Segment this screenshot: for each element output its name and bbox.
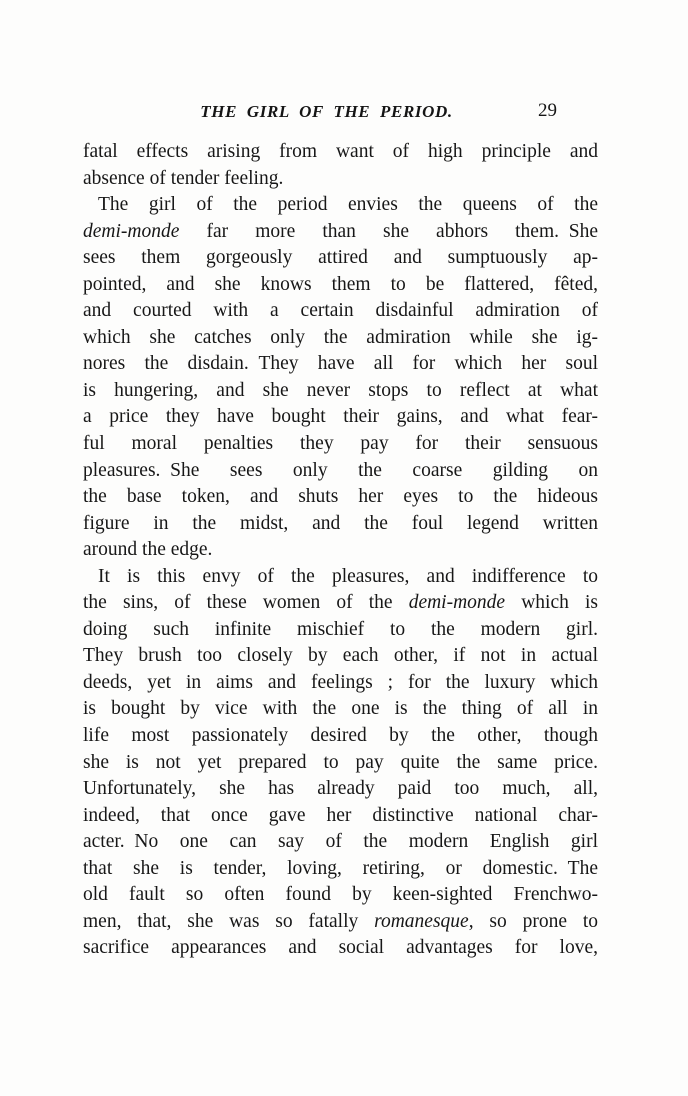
text-line <box>83 166 598 193</box>
text-segment: It is this envy of the pleasures, and indifference to <box>98 565 598 587</box>
text-segment: pleasures. She sees only the coarse gilding on <box>83 459 598 481</box>
text-line <box>83 458 598 485</box>
page-number: 29 <box>538 100 557 121</box>
text-line <box>83 537 598 564</box>
text-segment: They brush too closely by each other, if not in actual <box>83 645 598 667</box>
italic-text-segment: romanesque <box>374 910 469 932</box>
page-body <box>83 139 598 962</box>
text-line <box>83 351 598 378</box>
text-segment: is hungering, and she never stops to reflect at what <box>83 379 598 401</box>
text-segment: life most passionately desired by the other, though <box>83 725 598 747</box>
italic-text-segment: demi-monde <box>408 592 506 614</box>
text-line <box>83 272 598 299</box>
text-segment: sacrifice appearances and social advantages for love, <box>83 937 598 959</box>
text-segment: indeed, that once gave her distinctive national char- <box>83 804 598 826</box>
text-segment: far more than she abhors them. She <box>179 220 598 242</box>
text-segment: doing such infinite mischief to the modern girl. <box>83 618 598 640</box>
text-segment: pointed, and she knows them to be flattered, fêted, <box>83 273 598 295</box>
text-line <box>83 750 598 777</box>
text-line <box>83 590 598 617</box>
text-segment: absence of tender feeling. <box>83 167 284 189</box>
text-segment: around the edge. <box>83 539 213 561</box>
text-segment: is bought by vice with the one is the thing of all in <box>83 698 598 720</box>
text-line <box>83 670 598 697</box>
text-line <box>83 935 598 962</box>
running-title: THE GIRL OF THE PERIOD. <box>200 102 453 121</box>
text-segment: old fault so often found by keen-sighted Frenchwo- <box>83 884 598 906</box>
text-segment: fatal effects arising from want of high principle and <box>83 141 598 162</box>
text-line <box>83 139 598 166</box>
text-line <box>83 245 598 272</box>
text-segment: deeds, yet in aims and feelings ; for the luxury which <box>83 671 598 693</box>
text-line <box>83 404 598 431</box>
text-line <box>83 776 598 803</box>
text-line <box>83 378 598 405</box>
text-line <box>83 643 598 670</box>
text-segment: the sins, of these women of the <box>83 592 409 614</box>
text-line <box>83 696 598 723</box>
text-segment: the base token, and shuts her eyes to the hideous <box>83 486 598 508</box>
text-segment: nores the disdain. They have all for which her soul <box>83 353 598 375</box>
text-segment: men, that, she was so fatally <box>83 910 375 932</box>
text-line <box>83 511 598 538</box>
text-line <box>83 803 598 830</box>
text-segment: The girl of the period envies the queens of the <box>98 194 598 216</box>
text-segment: that she is tender, loving, retiring, or domestic. The <box>83 857 598 879</box>
text-line <box>83 909 598 936</box>
text-segment: a price they have bought their gains, and what fear- <box>83 406 598 428</box>
text-line <box>83 617 598 644</box>
text-segment: which she catches only the admiration while she ig- <box>83 326 598 348</box>
text-line <box>83 484 598 511</box>
text-segment: ful moral penalties they pay for their sensuous <box>83 433 598 455</box>
text-line <box>83 192 598 219</box>
text-segment: figure in the midst, and the foul legend written <box>83 512 598 534</box>
text-line <box>83 325 598 352</box>
text-segment: which is <box>505 592 598 614</box>
text-line <box>83 298 598 325</box>
page-header <box>83 102 598 126</box>
text-segment: and courted with a certain disdainful admiration of <box>83 300 598 322</box>
text-line <box>83 219 598 246</box>
text-line <box>83 856 598 883</box>
italic-text-segment: demi-monde <box>83 220 180 242</box>
text-segment: she is not yet prepared to pay quite the same price. <box>83 751 598 773</box>
text-line <box>83 882 598 909</box>
text-segment: Unfortunately, she has already paid too much, all, <box>83 778 598 800</box>
text-line <box>83 829 598 856</box>
text-line <box>83 431 598 458</box>
text-segment: sees them gorgeously attired and sumptuously ap- <box>83 247 598 269</box>
text-segment: , so prone to <box>468 910 599 932</box>
text-line <box>83 564 598 591</box>
text-segment: acter. No one can say of the modern English girl <box>83 831 598 853</box>
text-line <box>83 723 598 750</box>
